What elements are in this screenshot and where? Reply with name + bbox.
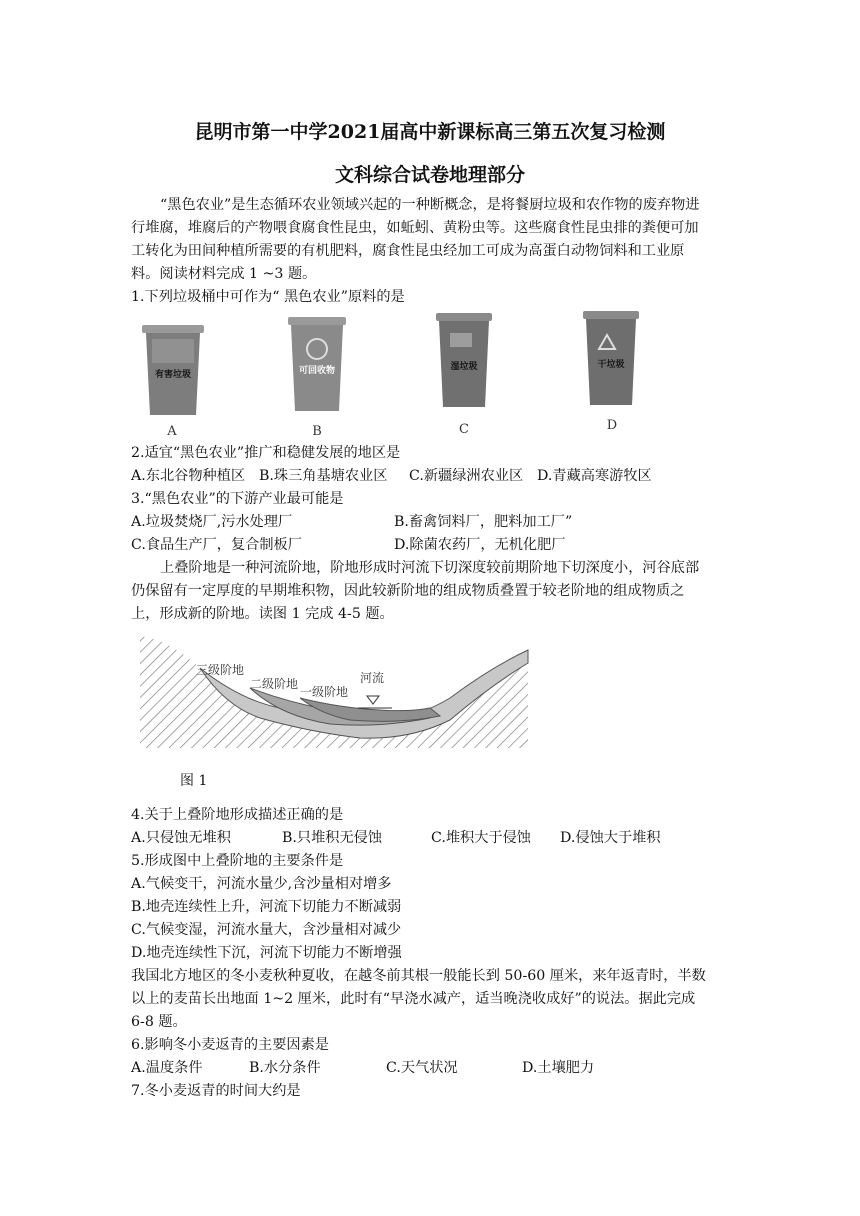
question-5: 5.形成图中上叠阶地的主要条件是	[131, 853, 344, 869]
trash-bin-a	[142, 325, 204, 439]
question-2: 2.适宜“黑色农业”推广和稳健发展的地区是	[131, 445, 401, 461]
bin-letter: D	[606, 418, 618, 433]
trash-bin-c	[436, 313, 492, 437]
bin-letter: C	[459, 422, 469, 437]
title-line2: 文科综合试卷地理部分	[334, 164, 525, 186]
label-third-terrace: 三级阶地	[196, 663, 245, 677]
bin-letter: A	[167, 424, 177, 439]
question-6: 6.影响冬小麦返青的主要因素是	[131, 1037, 329, 1053]
trash-bin-figure	[128, 305, 688, 440]
question-3: 3.“黑色农业”的下游产业最可能是	[131, 491, 344, 507]
bin-label: 湿垃圾	[450, 362, 478, 372]
terrace-diagram	[130, 628, 530, 793]
label-river: 河流	[360, 671, 385, 685]
label-second-terrace: 二级阶地	[250, 677, 299, 691]
bin-label: 干垃圾	[597, 360, 625, 370]
bin-label: 有害垃圾	[154, 370, 192, 380]
question-4: 4.关于上叠阶地形成描述正确的是	[131, 807, 344, 823]
question-7: 7.冬小麦返青的时间大约是	[131, 1083, 301, 1099]
question-1: 1.下列垃圾桶中可作为“ 黑色农业”原料的是	[131, 289, 405, 305]
trash-bin-b	[288, 317, 346, 439]
label-first-terrace: 一级阶地	[300, 685, 349, 699]
trash-bin-d	[583, 311, 639, 433]
title-line1: 昆明市第一中学2021届高中新课标高三第五次复习检测	[194, 121, 666, 143]
figure-1-caption: 图 1	[180, 773, 208, 789]
bin-letter: B	[312, 424, 322, 439]
bin-label: 可回收物	[298, 366, 336, 376]
